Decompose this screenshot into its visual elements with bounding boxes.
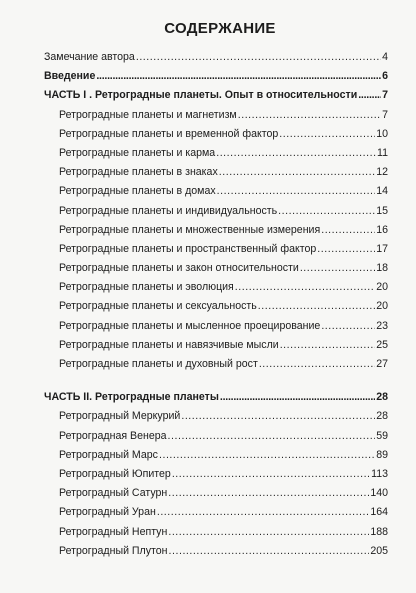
toc-entry-author-note[interactable]	[44, 51, 388, 70]
dot-leader	[181, 410, 375, 422]
toc-entry[interactable]	[44, 545, 388, 564]
page-title: СОДЕРЖАНИЕ	[164, 20, 276, 37]
section-spacer	[44, 377, 388, 391]
toc-part-2[interactable]	[44, 391, 388, 410]
toc-entry-label: Ретроградный Марс	[59, 448, 158, 461]
toc-entry-label: Ретроградные планеты и навязчивые мысли	[59, 338, 279, 351]
toc-entry-label: Ретроградные планеты и эволюция	[59, 281, 234, 294]
dot-leader	[321, 320, 375, 332]
toc-entry[interactable]	[44, 487, 388, 506]
toc-entry-label: Ретроградный Юпитер	[59, 467, 171, 480]
toc-entry-label: Ретроградный Меркурий	[59, 410, 181, 423]
dot-leader	[278, 205, 375, 217]
toc-entry-page: 164	[370, 506, 388, 519]
toc-entry-label: Ретроградные планеты и карма	[59, 146, 216, 159]
toc-entry-page: 59	[376, 429, 388, 442]
toc-entry[interactable]	[44, 339, 388, 358]
toc-entry[interactable]	[44, 526, 388, 545]
toc-entry-page: 7	[382, 108, 388, 121]
toc-entry-label: Ретроградные планеты и мысленное проецирование	[59, 319, 321, 332]
toc-entry[interactable]	[44, 185, 388, 204]
toc-entry[interactable]	[44, 147, 388, 166]
toc-entry[interactable]	[44, 449, 388, 468]
table-of-contents	[44, 51, 388, 564]
toc-entry-label: Ретроградные планеты и индивидуальность	[59, 204, 278, 217]
dot-leader	[169, 545, 370, 557]
toc-entry[interactable]	[44, 281, 388, 300]
toc-entry[interactable]	[44, 300, 388, 319]
toc-entry-page: 14	[376, 185, 388, 198]
toc-entry-page: 140	[370, 487, 388, 500]
dot-leader	[321, 224, 375, 236]
dot-leader	[168, 430, 376, 442]
toc-entry-page: 6	[382, 70, 388, 83]
toc-entry[interactable]	[44, 320, 388, 339]
toc-part-page: 28	[376, 391, 388, 404]
dot-leader	[216, 147, 376, 159]
toc-entry-label: Ретроградный Уран	[59, 506, 156, 519]
dot-leader	[280, 339, 376, 351]
toc-entry-introduction[interactable]	[44, 70, 388, 89]
dot-leader	[358, 89, 381, 101]
toc-entry-label: Ретроградный Нептун	[59, 525, 168, 538]
dot-leader	[258, 300, 375, 312]
toc-entry-label: Ретроградные планеты и духовный рост	[59, 358, 258, 370]
toc-entry-page: 17	[376, 242, 388, 255]
toc-entry-page: 188	[370, 525, 388, 538]
dot-leader	[300, 262, 375, 274]
toc-entry-label: Ретроградные планеты в домах	[59, 185, 216, 198]
dot-leader	[96, 70, 381, 82]
toc-entry-label: Ретроградный Сатурн	[59, 487, 168, 500]
toc-entry[interactable]	[44, 430, 388, 449]
toc-entry-label: Ретроградный Плутон	[59, 544, 168, 557]
toc-entry-page: 11	[377, 146, 388, 159]
dot-leader	[238, 109, 381, 121]
toc-entry[interactable]	[44, 506, 388, 525]
dot-leader	[235, 281, 375, 293]
toc-entry-label: Ретроградные планеты и закон относительности	[59, 262, 299, 275]
toc-entry-label: Ретроградные планеты и сексуальность	[59, 300, 257, 313]
dot-leader	[168, 487, 369, 499]
dot-leader	[259, 358, 375, 370]
dot-leader	[172, 468, 370, 480]
dot-leader	[157, 506, 369, 518]
toc-entry-label: Введение	[44, 70, 96, 83]
toc-entry-label: Ретроградные планеты и пространственный фактор	[59, 242, 317, 255]
dot-leader	[217, 185, 376, 197]
toc-entry-page: 4	[382, 51, 388, 63]
toc-entry-label: Ретроградная Венера	[59, 429, 167, 442]
toc-entry-label: Ретроградные планеты в знаках	[59, 166, 218, 179]
toc-entry-page: 89	[376, 448, 388, 461]
dot-leader	[317, 243, 375, 255]
toc-entry[interactable]	[44, 224, 388, 243]
toc-part-label: ЧАСТЬ II. Ретроградные планеты	[44, 391, 219, 404]
toc-part-1[interactable]	[44, 89, 388, 108]
toc-entry-page: 12	[376, 166, 388, 179]
toc-entry-page: 25	[376, 338, 388, 351]
toc-part-label: ЧАСТЬ I . Ретроградные планеты. Опыт в относительности	[44, 89, 358, 102]
toc-entry[interactable]	[44, 166, 388, 185]
dot-leader	[219, 166, 375, 178]
toc-entry-page: 20	[376, 281, 388, 294]
toc-entry[interactable]	[44, 358, 388, 377]
dot-leader	[279, 128, 375, 140]
dot-leader	[220, 391, 375, 403]
toc-entry[interactable]	[44, 410, 388, 429]
toc-entry[interactable]	[44, 468, 388, 487]
toc-entry-page: 18	[376, 262, 388, 275]
toc-entry[interactable]	[44, 128, 388, 147]
toc-entry-label: Замечание автора	[44, 51, 135, 63]
dot-leader	[136, 51, 381, 63]
toc-entry-page: 15	[376, 204, 388, 217]
toc-entry-label: Ретроградные планеты и временной фактор	[59, 127, 279, 140]
toc-entry-page: 28	[376, 410, 388, 423]
toc-entry-label: Ретроградные планеты и множественные измерения	[59, 223, 321, 236]
toc-entry-page: 23	[376, 319, 388, 332]
toc-entry-page: 205	[370, 544, 388, 557]
toc-entry[interactable]	[44, 262, 388, 281]
toc-entry[interactable]	[44, 109, 388, 128]
toc-entry[interactable]	[44, 205, 388, 224]
toc-entry-page: 10	[376, 127, 388, 140]
toc-entry-label: Ретроградные планеты и магнетизм	[59, 108, 237, 121]
toc-entry-page: 113	[371, 467, 388, 480]
toc-part-page: 7	[382, 89, 388, 102]
toc-entry-page: 16	[376, 223, 388, 236]
toc-entry[interactable]	[44, 243, 388, 262]
dot-leader	[168, 526, 369, 538]
toc-entry-page: 27	[376, 358, 388, 370]
dot-leader	[159, 449, 375, 461]
toc-entry-page: 20	[376, 300, 388, 313]
